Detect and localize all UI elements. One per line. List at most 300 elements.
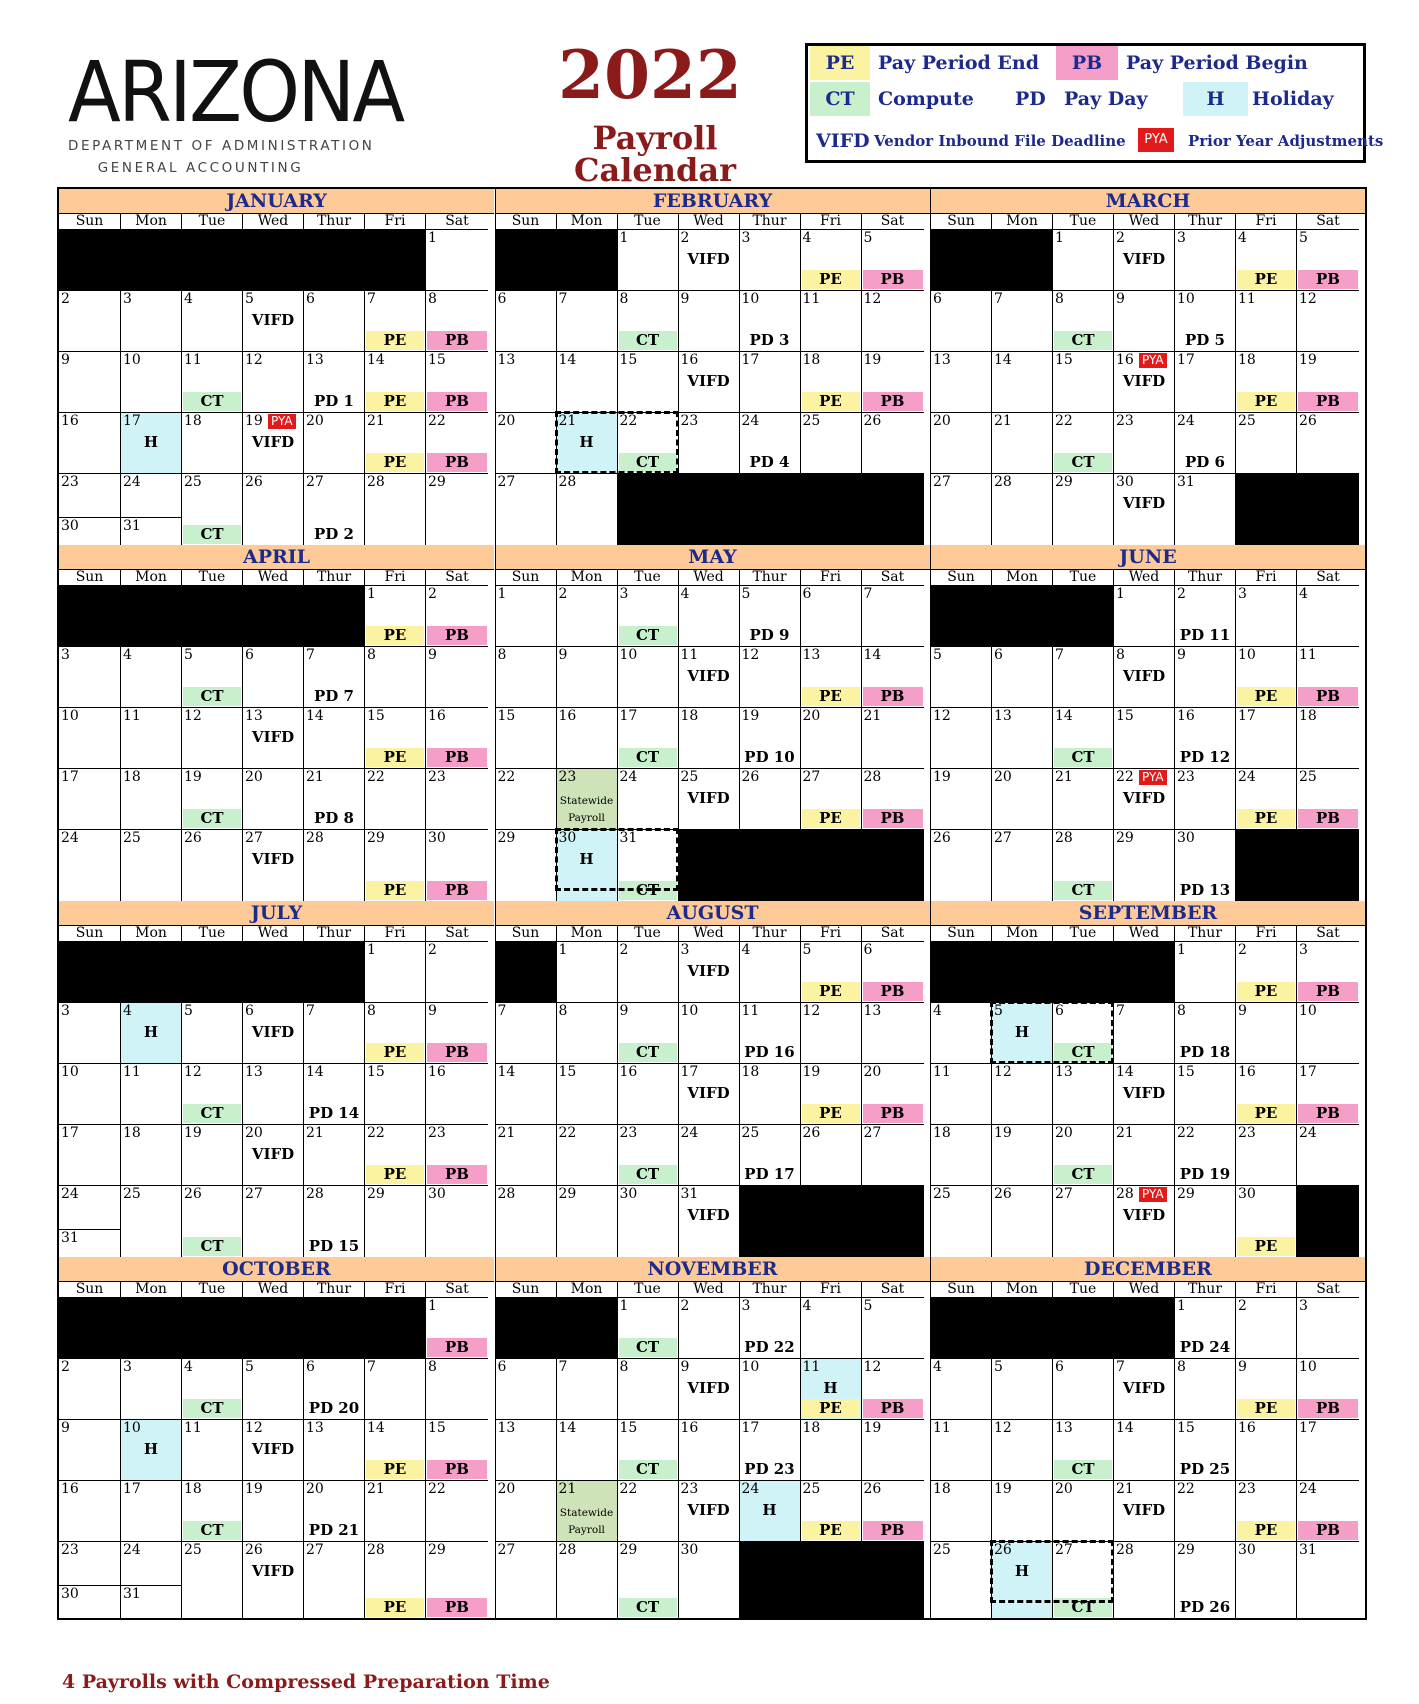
day-cell <box>242 1124 303 1185</box>
compute-marker: CT <box>183 1237 241 1256</box>
weekday-label: Sat <box>1296 1282 1359 1297</box>
day-number: 22 <box>1177 1125 1195 1141</box>
pay-period-begin-marker: PB <box>863 687 923 706</box>
day-cell <box>1235 768 1296 829</box>
logo-wordmark: ARIZONA <box>68 43 403 141</box>
day-cell <box>120 1063 181 1124</box>
day-cell <box>739 229 800 290</box>
compute-marker: CT <box>1054 1460 1112 1479</box>
day-number: 1 <box>1177 942 1186 958</box>
day-number: 7 <box>367 1359 376 1375</box>
day-number: 27 <box>863 1125 882 1141</box>
day-number: 11 <box>933 1064 951 1080</box>
day-cell <box>59 1541 120 1618</box>
day-cell <box>1296 229 1359 290</box>
pay-day-marker: PD 17 <box>744 1165 795 1183</box>
day-cell <box>303 1419 364 1480</box>
day-cell <box>861 1419 924 1480</box>
day-cell <box>495 646 556 707</box>
pay-period-begin-marker: PB <box>1298 1399 1358 1418</box>
day-number: 4 <box>802 1298 812 1314</box>
empty-cell <box>678 829 739 901</box>
month-header-july: JULY <box>59 901 494 926</box>
weekday-label: Sun <box>495 214 556 229</box>
day-cell <box>800 1358 861 1419</box>
day-cell <box>617 1063 678 1124</box>
day-cell <box>617 412 678 473</box>
day-cell <box>1235 1002 1296 1063</box>
day-number: 18 <box>123 1125 141 1141</box>
day-cell <box>425 351 488 412</box>
day-cell <box>1174 473 1235 545</box>
day-cell <box>59 1124 120 1185</box>
day-number: 1 <box>619 1298 629 1314</box>
day-cell <box>120 1185 181 1257</box>
day-number: 5 <box>933 647 942 663</box>
empty-cell <box>930 585 991 646</box>
day-number: 25 <box>741 1125 760 1141</box>
day-cell <box>1174 585 1235 646</box>
weekday-label: Sun <box>75 1281 104 1297</box>
day-number: 20 <box>306 413 324 429</box>
weekday-label: Sun <box>495 926 556 941</box>
day-number: 17 <box>1177 352 1195 368</box>
day-cell <box>59 1002 120 1063</box>
day-cell <box>1235 1541 1296 1618</box>
day-number: 12 <box>184 1064 202 1080</box>
day-number: 25 <box>184 474 202 490</box>
day-cell <box>617 829 678 901</box>
day-number: 18 <box>802 352 821 368</box>
day-number: 7 <box>1055 647 1064 663</box>
day-cell <box>120 473 181 545</box>
day-number: 11 <box>741 1003 760 1019</box>
day-number: 24 <box>1177 413 1195 429</box>
empty-cell <box>120 585 181 646</box>
day-number: 10 <box>123 352 141 368</box>
vifd-marker: VIFD <box>251 1023 295 1041</box>
weekday-label: Mon <box>556 570 617 585</box>
day-cell <box>1235 941 1296 1002</box>
day-number: 16 <box>558 708 577 724</box>
day-number: 2 <box>61 291 70 307</box>
day-cell <box>991 707 1052 768</box>
day-cell <box>425 1002 488 1063</box>
footnote: 4 Payrolls with Compressed Preparation Time <box>62 1671 550 1693</box>
vifd-marker: VIFD <box>687 1084 730 1102</box>
day-number: 7 <box>367 291 376 307</box>
pay-period-end-marker: PE <box>1237 982 1295 1001</box>
day-cell <box>181 1358 242 1419</box>
vifd-marker: VIFD <box>251 728 295 746</box>
day-cell <box>495 829 556 901</box>
day-number: 6 <box>933 291 942 307</box>
day-cell <box>303 829 364 901</box>
day-cell <box>425 768 488 829</box>
day-cell <box>991 768 1052 829</box>
pay-period-begin-marker: PB <box>427 881 487 900</box>
day-number: 1 <box>428 230 437 246</box>
compute-marker: CT <box>1054 1043 1112 1062</box>
day-cell <box>678 646 739 707</box>
day-number: 3 <box>680 942 690 958</box>
day-number: 22 <box>367 769 385 785</box>
day-cell <box>181 412 242 473</box>
day-number: 30 <box>1177 830 1195 846</box>
day-cell <box>1052 229 1113 290</box>
day-number: 21 <box>1116 1125 1134 1141</box>
weekday-label: Sat <box>425 570 488 585</box>
day-cell <box>930 1358 991 1419</box>
day-cell <box>739 290 800 351</box>
day-cell <box>1174 829 1235 901</box>
day-cell <box>861 646 924 707</box>
day-number: 19 <box>863 1420 882 1436</box>
day-cell <box>739 707 800 768</box>
day-number: 30 <box>619 1186 638 1202</box>
weekday-label: Fri <box>364 1282 425 1297</box>
day-number: 6 <box>497 1359 507 1375</box>
pay-day-marker: PD 2 <box>314 525 354 543</box>
day-number: 6 <box>245 1003 254 1019</box>
vifd-marker: VIFD <box>1122 1501 1166 1519</box>
empty-cell <box>59 1297 120 1358</box>
day-cell <box>1235 1419 1296 1480</box>
day-number: 20 <box>306 1481 324 1497</box>
day-cell <box>1296 1480 1359 1541</box>
day-number: 7 <box>558 291 568 307</box>
weekday-label: Sun <box>75 925 104 941</box>
day-cell <box>1052 829 1113 901</box>
day-number: 10 <box>619 647 638 663</box>
pay-period-begin-marker: PB <box>863 809 923 828</box>
day-cell <box>1052 768 1113 829</box>
day-cell <box>425 829 488 901</box>
day-cell <box>303 768 364 829</box>
day-number: 9 <box>1238 1003 1247 1019</box>
day-number: 25 <box>123 1186 141 1202</box>
compute-marker: CT <box>619 1043 677 1062</box>
day-number: 28 <box>1116 1186 1134 1202</box>
weekday-label: Tue <box>1052 1282 1113 1297</box>
day-number: 11 <box>184 352 202 368</box>
day-number: 16 <box>1238 1064 1256 1080</box>
day-number: 29 <box>367 830 385 846</box>
day-number: 5 <box>863 230 873 246</box>
day-cell <box>991 1002 1052 1063</box>
legend-pya-swatch: PYA <box>1138 128 1174 152</box>
day-number: 14 <box>558 1420 577 1436</box>
day-number: 22 <box>428 1481 446 1497</box>
empty-cell <box>678 473 739 545</box>
empty-cell <box>861 1541 924 1618</box>
weekday-label: Tue <box>1052 214 1113 229</box>
day-cell <box>1235 1480 1296 1541</box>
day-cell <box>678 1297 739 1358</box>
day-cell <box>242 1002 303 1063</box>
compute-marker: CT <box>619 1165 677 1184</box>
legend-h-label: Holiday <box>1252 88 1334 110</box>
empty-cell <box>1052 1297 1113 1358</box>
day-number: 31 <box>1177 474 1195 490</box>
weekday-label: Wed <box>678 214 739 229</box>
vifd-marker: VIFD <box>251 433 295 451</box>
day-cell <box>556 351 617 412</box>
day-cell <box>495 1185 556 1257</box>
day-number: 3 <box>741 1298 751 1314</box>
empty-cell <box>617 473 678 545</box>
day-cell <box>1296 768 1359 829</box>
day-cell <box>739 1297 800 1358</box>
empty-cell <box>930 941 991 1002</box>
day-number: 20 <box>497 1481 516 1497</box>
day-cell <box>800 1063 861 1124</box>
day-cell <box>1113 585 1174 646</box>
pay-day-marker: PD 6 <box>1185 453 1225 471</box>
day-number: 28 <box>497 1186 516 1202</box>
day-number: 8 <box>497 647 507 663</box>
empty-cell <box>242 585 303 646</box>
day-number: 5 <box>245 1359 254 1375</box>
pay-period-end-marker: PE <box>802 982 860 1001</box>
day-number: 24 <box>1299 1481 1317 1497</box>
day-cell <box>242 1358 303 1419</box>
day-cell <box>181 1480 242 1541</box>
empty-cell <box>556 1297 617 1358</box>
day-cell <box>930 707 991 768</box>
day-cell <box>495 1358 556 1419</box>
day-number: 29 <box>1055 474 1073 490</box>
day-cell <box>425 707 488 768</box>
vifd-marker: VIFD <box>1122 250 1166 268</box>
pay-period-end-marker: PE <box>1237 809 1295 828</box>
day-cell <box>556 941 617 1002</box>
vifd-marker: VIFD <box>1122 372 1166 390</box>
day-cell <box>617 1185 678 1257</box>
day-number: 11 <box>802 291 821 307</box>
day-number: 9 <box>428 647 437 663</box>
day-cell <box>495 412 556 473</box>
day-cell <box>1174 646 1235 707</box>
holiday-marker: H <box>579 850 594 868</box>
day-cell <box>556 1185 617 1257</box>
day-number: 26 <box>184 1186 202 1202</box>
day-cell <box>1296 585 1359 646</box>
day-number: 23 <box>61 1542 79 1558</box>
empty-cell <box>861 1185 924 1257</box>
day-number: 14 <box>1116 1420 1134 1436</box>
day-number: 12 <box>184 708 202 724</box>
compute-marker: CT <box>183 809 241 828</box>
day-cell <box>364 768 425 829</box>
day-cell <box>425 473 488 545</box>
vifd-marker: VIFD <box>687 1501 730 1519</box>
day-number: 9 <box>680 291 690 307</box>
day-number: 1 <box>558 942 568 958</box>
empty-cell <box>930 229 991 290</box>
day-cell <box>991 290 1052 351</box>
day-number: 16 <box>428 708 446 724</box>
day-number: 8 <box>1177 1003 1186 1019</box>
day-cell <box>739 1419 800 1480</box>
day-number: 13 <box>1055 1064 1073 1080</box>
day-cell <box>1113 412 1174 473</box>
day-cell <box>1174 1541 1235 1618</box>
day-cell <box>991 351 1052 412</box>
compute-marker: CT <box>183 392 241 411</box>
day-number: 19 <box>802 1064 821 1080</box>
day-number: 24 <box>61 1186 79 1202</box>
day-cell <box>120 1541 181 1618</box>
day-number: 17 <box>61 1125 79 1141</box>
day-number: 22 <box>497 769 516 785</box>
day-number: 24 <box>619 769 638 785</box>
day-number: 10 <box>741 291 760 307</box>
day-number: 8 <box>1055 291 1064 307</box>
day-number: 4 <box>184 291 193 307</box>
day-cell <box>181 351 242 412</box>
day-number: 26 <box>994 1186 1012 1202</box>
day-number: 26 <box>245 1542 263 1558</box>
day-cell <box>364 1185 425 1257</box>
day-cell <box>556 1541 617 1618</box>
day-cell <box>991 1358 1052 1419</box>
day-number: 29 <box>1177 1186 1195 1202</box>
day-cell <box>120 412 181 473</box>
pay-day-marker: PD 7 <box>314 687 354 705</box>
holiday-marker: H <box>579 433 594 451</box>
weekday-label: Thur <box>1174 926 1235 941</box>
day-cell <box>425 229 488 290</box>
day-cell <box>1296 1002 1359 1063</box>
day-cell <box>1052 1063 1113 1124</box>
empty-cell <box>739 1541 800 1618</box>
vifd-marker: VIFD <box>687 667 730 685</box>
day-number: 30 <box>61 1586 79 1602</box>
day-number: 30 <box>1238 1186 1256 1202</box>
day-number: 1 <box>497 586 507 602</box>
day-number: 19 <box>863 352 882 368</box>
day-number: 10 <box>1177 291 1195 307</box>
weekday-label: Tue <box>1052 926 1113 941</box>
day-cell <box>678 229 739 290</box>
day-cell <box>1052 707 1113 768</box>
day-cell <box>991 412 1052 473</box>
day-cell <box>364 1358 425 1419</box>
day-number: 18 <box>933 1125 951 1141</box>
day-cell <box>1296 351 1359 412</box>
pay-period-begin-marker: PB <box>427 392 487 411</box>
page-title-year: 2022 <box>558 36 742 114</box>
day-cell <box>861 941 924 1002</box>
day-cell <box>739 1124 800 1185</box>
weekday-label: Wed <box>1113 214 1174 229</box>
empty-cell <box>303 229 364 290</box>
day-number: 27 <box>802 769 821 785</box>
day-cell <box>1052 1185 1113 1257</box>
day-number: 16 <box>1238 1420 1256 1436</box>
day-cell <box>1113 290 1174 351</box>
day-cell <box>678 412 739 473</box>
day-number: 5 <box>184 1003 193 1019</box>
weekday-label: Fri <box>1235 214 1296 229</box>
day-number: 6 <box>306 1359 315 1375</box>
day-number: 18 <box>933 1481 951 1497</box>
day-number: 11 <box>1299 647 1317 663</box>
day-cell <box>425 646 488 707</box>
weekday-label: Fri <box>800 926 861 941</box>
day-cell <box>181 768 242 829</box>
weekday-label: Wed <box>678 1282 739 1297</box>
day-cell <box>181 1419 242 1480</box>
day-number: 15 <box>1177 1064 1195 1080</box>
day-cell <box>617 1297 678 1358</box>
empty-cell <box>181 585 242 646</box>
day-number: 1 <box>1177 1298 1186 1314</box>
day-cell <box>991 1063 1052 1124</box>
day-cell <box>1174 1419 1235 1480</box>
day-cell <box>120 1480 181 1541</box>
day-cell <box>1052 1124 1113 1185</box>
day-number: 21 <box>306 1125 324 1141</box>
day-number: 11 <box>680 647 699 663</box>
empty-cell <box>242 1297 303 1358</box>
day-number: 14 <box>558 352 577 368</box>
day-cell <box>59 707 120 768</box>
empty-cell <box>991 941 1052 1002</box>
day-number: 26 <box>994 1542 1012 1558</box>
vifd-marker: VIFD <box>687 1206 730 1224</box>
day-number: 24 <box>1238 769 1256 785</box>
vifd-marker: VIFD <box>1122 789 1166 807</box>
pay-period-end-marker: PE <box>1237 1521 1295 1540</box>
day-number: 13 <box>245 708 263 724</box>
day-number: 13 <box>306 1420 324 1436</box>
day-cell <box>930 1541 991 1618</box>
day-cell <box>739 1480 800 1541</box>
pay-period-begin-marker: PB <box>427 626 487 645</box>
day-number: 17 <box>1238 708 1256 724</box>
pay-period-end-marker: PE <box>1237 1237 1295 1256</box>
day-cell <box>556 646 617 707</box>
day-number: 31 <box>123 1586 141 1602</box>
compute-marker: CT <box>183 1521 241 1540</box>
weekday-label: Fri <box>364 926 425 941</box>
weekday-label: Tue <box>181 570 242 585</box>
pay-day-marker: PD 26 <box>1179 1598 1231 1616</box>
empty-cell <box>800 473 861 545</box>
weekday-label: Fri <box>800 1282 861 1297</box>
day-number: 22 <box>619 1481 638 1497</box>
day-number: 8 <box>367 647 376 663</box>
day-cell <box>1235 229 1296 290</box>
day-number: 23 <box>680 413 699 429</box>
day-number: 4 <box>802 230 812 246</box>
day-cell <box>364 829 425 901</box>
pay-period-begin-marker: PB <box>427 1460 487 1479</box>
month-header-april: APRIL <box>59 545 494 570</box>
pay-period-end-marker: PE <box>366 1043 424 1062</box>
pay-day-marker: PD 8 <box>314 809 354 827</box>
weekday-label: Mon <box>556 1282 617 1297</box>
day-number: 29 <box>619 1542 638 1558</box>
day-number: 8 <box>428 1359 437 1375</box>
day-cell <box>303 1358 364 1419</box>
day-cell <box>1052 1541 1113 1618</box>
day-number: 6 <box>245 647 254 663</box>
day-cell <box>495 473 556 545</box>
day-number: 28 <box>863 769 882 785</box>
